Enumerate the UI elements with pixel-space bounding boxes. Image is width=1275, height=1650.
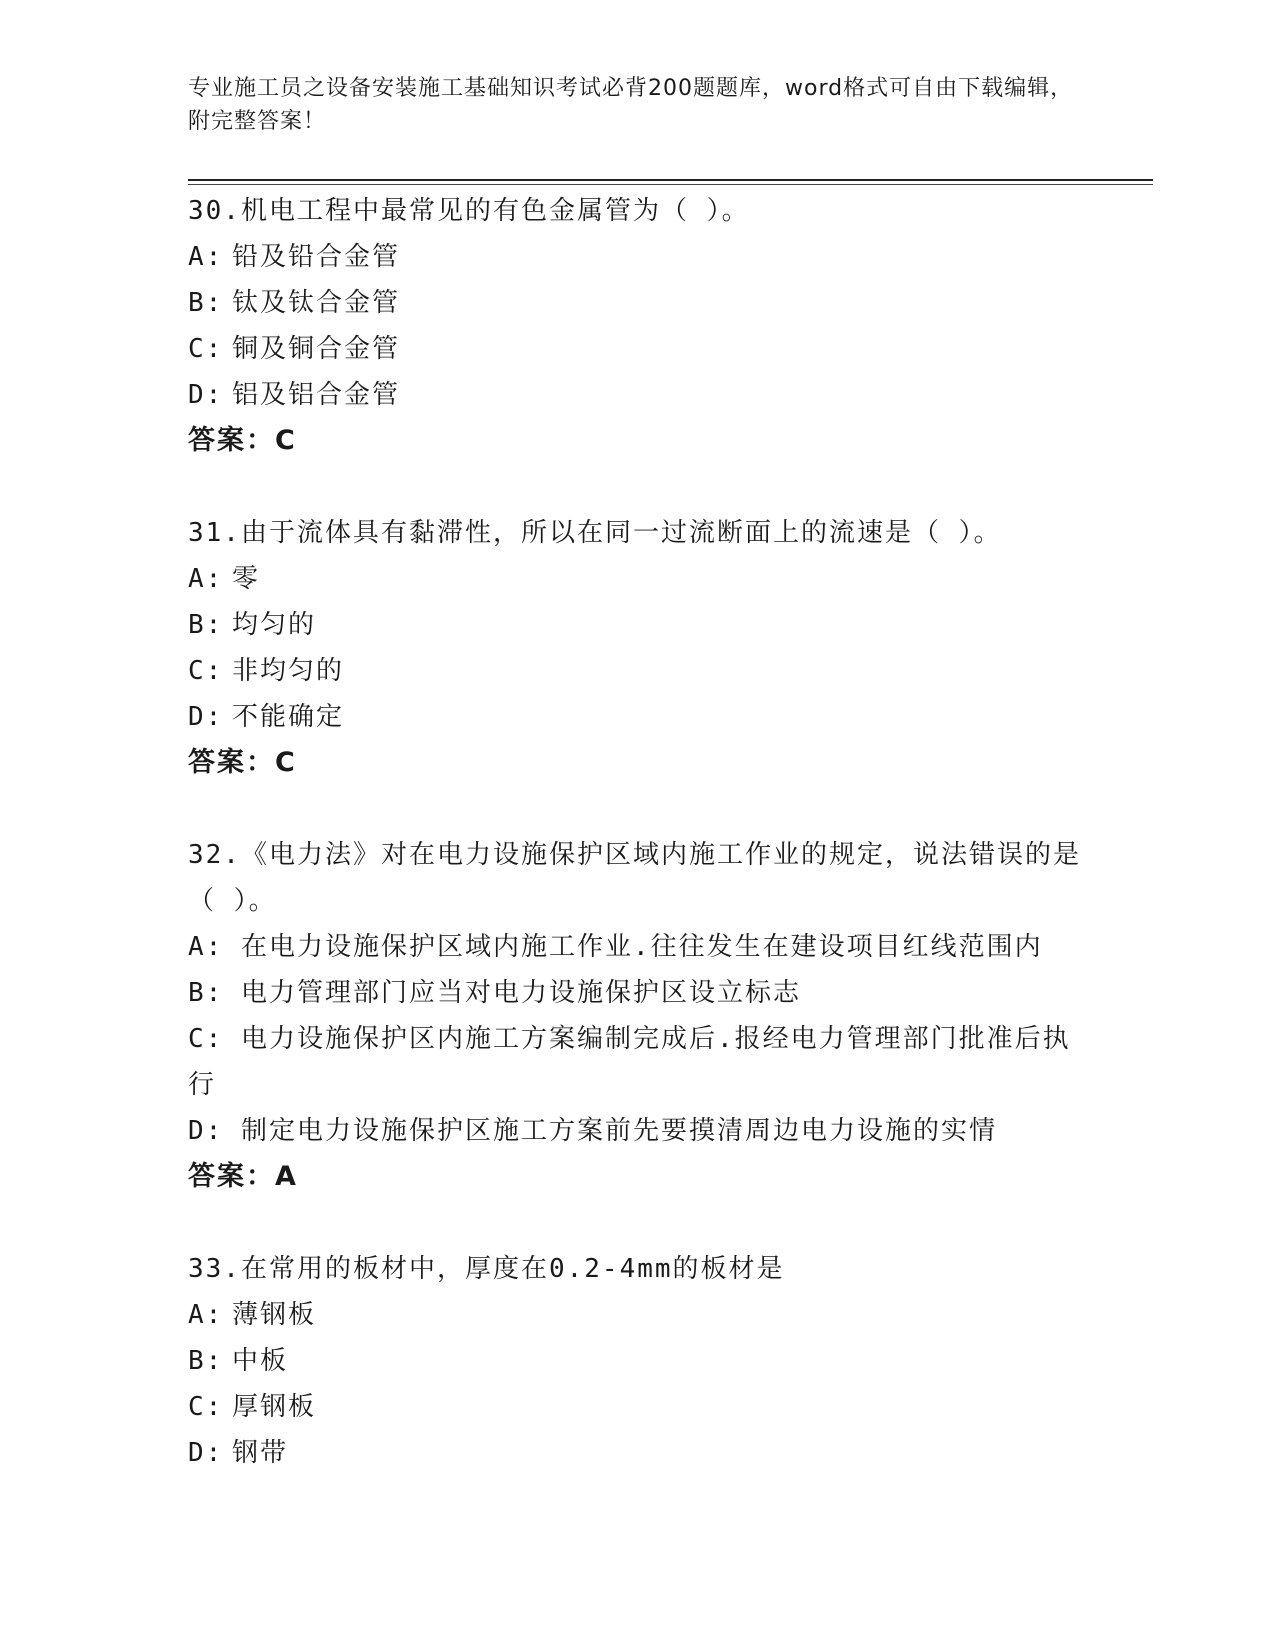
option-key: C: bbox=[188, 656, 224, 686]
option-key: C: bbox=[188, 334, 224, 364]
option-text: 非均匀的 bbox=[232, 656, 345, 686]
question-item bbox=[188, 188, 1088, 464]
option-d bbox=[188, 1430, 1088, 1476]
option-text: 中板 bbox=[232, 1346, 289, 1376]
question-item bbox=[188, 510, 1088, 786]
option-key: A: bbox=[188, 564, 224, 594]
option-key: D: bbox=[188, 1116, 224, 1146]
option-key: A: bbox=[188, 1300, 224, 1330]
option-key: A: bbox=[188, 932, 224, 962]
option-b bbox=[188, 602, 1088, 648]
option-a bbox=[188, 234, 1088, 280]
option-text: 铝及铝合金管 bbox=[232, 380, 401, 410]
option-text: 不能确定 bbox=[232, 702, 345, 732]
option-c bbox=[188, 326, 1088, 372]
option-text: 铜及铜合金管 bbox=[232, 334, 401, 364]
question-stem: 33.在常用的板材中，厚度在0.2-4mm的板材是 bbox=[188, 1254, 785, 1284]
option-b bbox=[188, 970, 1088, 1016]
option-key: D: bbox=[188, 380, 224, 410]
question-stem: 31.由于流体具有黏滞性，所以在同一过流断面上的流速是（ ）。 bbox=[188, 518, 1002, 548]
option-key: C: bbox=[188, 1024, 224, 1054]
question-stem: 32.《电力法》对在电力设施保护区域内施工作业的规定，说法错误的是（ ）。 bbox=[188, 840, 1081, 916]
option-text: 电力设施保护区内施工方案编制完成后.报经电力管理部门批准后执行 bbox=[188, 1024, 1071, 1100]
option-key: D: bbox=[188, 1438, 224, 1468]
option-key: B: bbox=[188, 610, 224, 640]
option-b bbox=[188, 280, 1088, 326]
option-d bbox=[188, 1108, 1088, 1154]
header-rule-thick bbox=[188, 179, 1153, 181]
option-a bbox=[188, 924, 1088, 970]
option-d bbox=[188, 694, 1088, 740]
option-a bbox=[188, 556, 1088, 602]
header-rule-thin bbox=[188, 184, 1153, 185]
option-text: 电力管理部门应当对电力设施保护区设立标志 bbox=[240, 978, 801, 1008]
option-text: 钢带 bbox=[232, 1438, 289, 1468]
option-d bbox=[188, 372, 1088, 418]
option-a bbox=[188, 1292, 1088, 1338]
option-text: 薄钢板 bbox=[232, 1300, 317, 1330]
option-key: A: bbox=[188, 242, 224, 272]
option-key: B: bbox=[188, 288, 224, 318]
question-list bbox=[188, 188, 1088, 1476]
answer-line: 答案：C bbox=[188, 747, 297, 778]
question-item bbox=[188, 832, 1088, 1200]
option-key: B: bbox=[188, 1346, 224, 1376]
option-key: B: bbox=[188, 978, 224, 1008]
answer-line: 答案：A bbox=[188, 1161, 298, 1192]
option-c bbox=[188, 1016, 1088, 1108]
option-text: 在电力设施保护区域内施工作业.往往发生在建设项目红线范围内 bbox=[240, 932, 1043, 962]
option-text: 铅及铅合金管 bbox=[232, 242, 401, 272]
option-key: C: bbox=[188, 1392, 224, 1422]
option-c bbox=[188, 1384, 1088, 1430]
option-text: 厚钢板 bbox=[232, 1392, 317, 1422]
option-text: 均匀的 bbox=[232, 610, 317, 640]
option-c bbox=[188, 648, 1088, 694]
option-key: D: bbox=[188, 702, 224, 732]
option-text: 钛及钛合金管 bbox=[232, 288, 401, 318]
question-stem: 30.机电工程中最常见的有色金属管为（ ）。 bbox=[188, 196, 750, 226]
question-item bbox=[188, 1246, 1088, 1476]
document-header: 专业施工员之设备安装施工基础知识考试必背200题题库，word格式可自由下载编辑，附完整答案！ bbox=[188, 76, 1074, 134]
answer-line: 答案：C bbox=[188, 425, 297, 456]
option-text: 制定电力设施保护区施工方案前先要摸清周边电力设施的实情 bbox=[240, 1116, 997, 1146]
option-text: 零 bbox=[232, 564, 261, 594]
option-b bbox=[188, 1338, 1088, 1384]
